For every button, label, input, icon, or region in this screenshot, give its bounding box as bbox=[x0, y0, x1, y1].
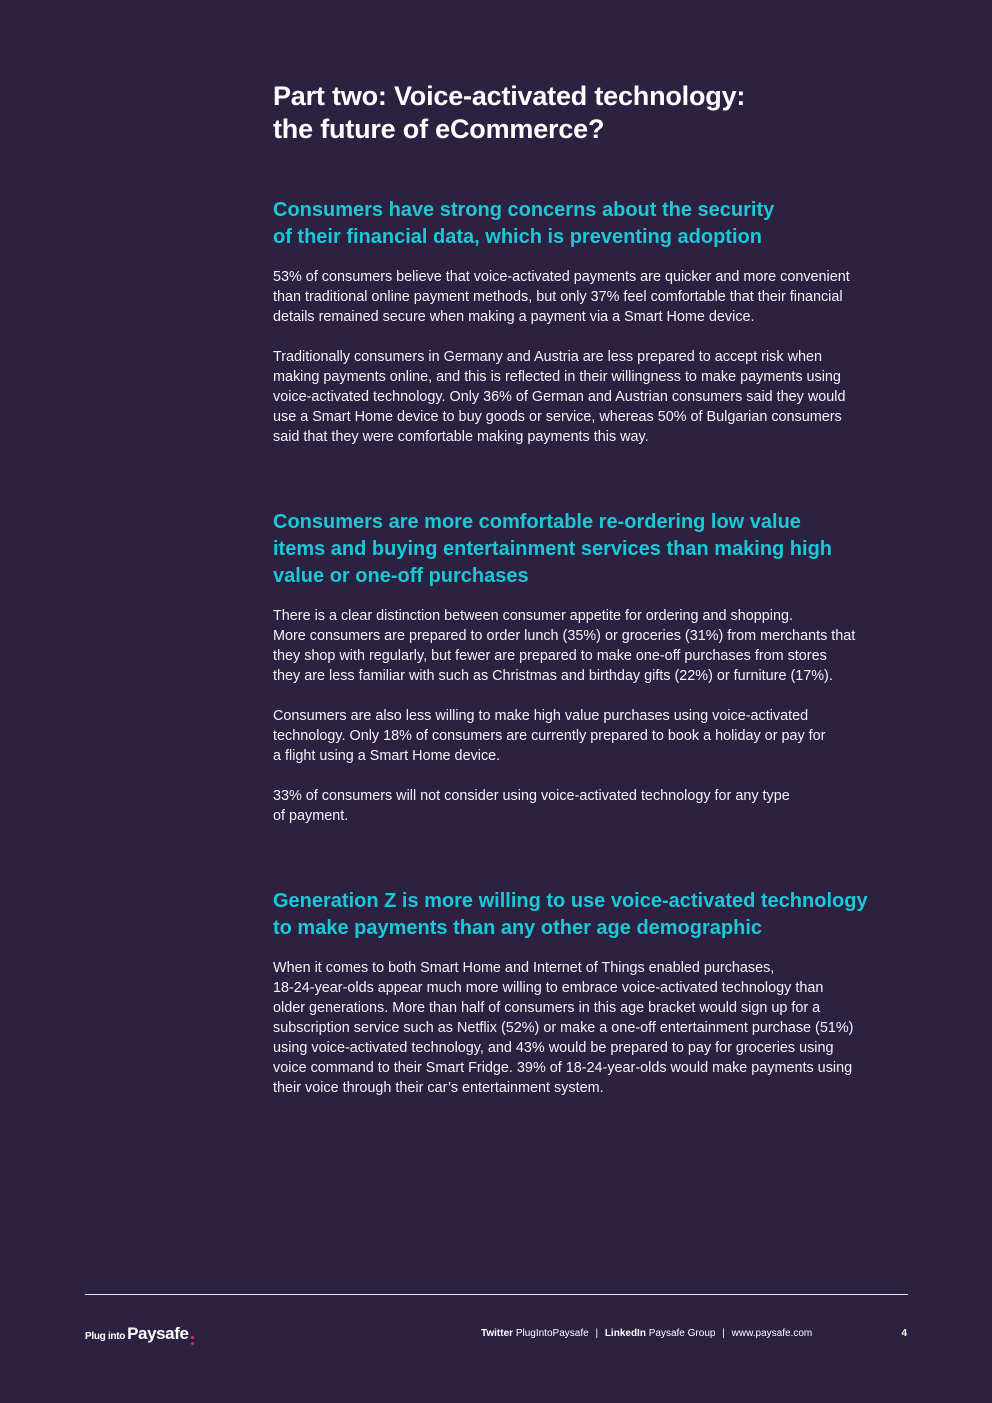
paragraph: Consumers are also less willing to make high value purchases using voice-activated technology. Only 18% of consumers are currently prepared to book a holiday or pay for a flight using a Smart Home device. bbox=[273, 708, 826, 764]
paysafe-logo[interactable] bbox=[85, 1324, 194, 1345]
main-content bbox=[273, 80, 913, 1098]
footer-divider bbox=[85, 1294, 908, 1295]
linkedin-label: LinkedIn bbox=[604, 1328, 646, 1339]
paragraph: When it comes to both Smart Home and Internet of Things enabled purchases, 18-24-year-olds appear much more willing to embrace voice-activated technology than older generations. More than half of consumers in this age bracket would sign up for a subscription service such as Netflix (52%) or make a one-off entertainment purchase (51%) using voice-activated technology, and 43% would be prepared to pay for groceries using voice command to their Smart Fridge. 39% of 18-24-year-olds would make payments using their voice through their car’s entertainment system. bbox=[273, 960, 854, 1096]
social-links bbox=[481, 1328, 812, 1339]
linkedin-link[interactable]: Paysafe Group bbox=[648, 1328, 716, 1339]
logo-wordmark: Paysafe bbox=[127, 1324, 189, 1343]
page-number: 4 bbox=[901, 1328, 907, 1339]
logo-dots-icon bbox=[191, 1336, 194, 1345]
page-title: Part two: Voice-activated technology: the future of eCommerce? bbox=[273, 81, 746, 144]
twitter-link[interactable]: PlugIntoPaysafe bbox=[515, 1328, 589, 1339]
paragraph: 33% of consumers will not consider using voice-activated technology for any type of payment. bbox=[273, 788, 790, 824]
paragraph: There is a clear distinction between consumer appetite for ordering and shopping. More consumers are prepared to order lunch (35%) or groceries (31%) from merchants that they shop with regularly, but fewer are prepared to make one-off purchases from stores they are less familiar with such as Christmas and birthday gifts (22%) or furniture (17%). bbox=[273, 608, 856, 684]
section-heading-security: Consumers have strong concerns about the security of their financial data, which is preventing adoption bbox=[273, 199, 775, 248]
twitter-label: Twitter bbox=[481, 1328, 514, 1339]
separator: | bbox=[595, 1328, 599, 1339]
website-link[interactable]: www.paysafe.com bbox=[731, 1328, 813, 1339]
section-heading-reordering: Consumers are more comfortable re-ordering low value items and buying entertainment services than making high value or one-off purchases bbox=[273, 511, 833, 587]
separator: | bbox=[722, 1328, 725, 1339]
section-heading-generation-z: Generation Z is more willing to use voice-activated technology to make payments than any other age demographic bbox=[273, 890, 868, 939]
paragraph: Traditionally consumers in Germany and Austria are less prepared to accept risk when making payments online, and this is reflected in their willingness to make payments using voice-activated technology. Only 36% of German and Austrian consumers said they would use a Smart Home device to buy goods or service, whereas 50% of Bulgarian consumers said that they were comfortable making payments this way. bbox=[273, 349, 846, 445]
paragraph: 53% of consumers believe that voice-activated payments are quicker and more convenient than traditional online payment methods, but only 37% feel comfortable that their financial details remained secure when making a payment via a Smart Home device. bbox=[273, 269, 850, 325]
logo-tagline: Plug into bbox=[85, 1331, 126, 1342]
footer bbox=[85, 1322, 908, 1346]
